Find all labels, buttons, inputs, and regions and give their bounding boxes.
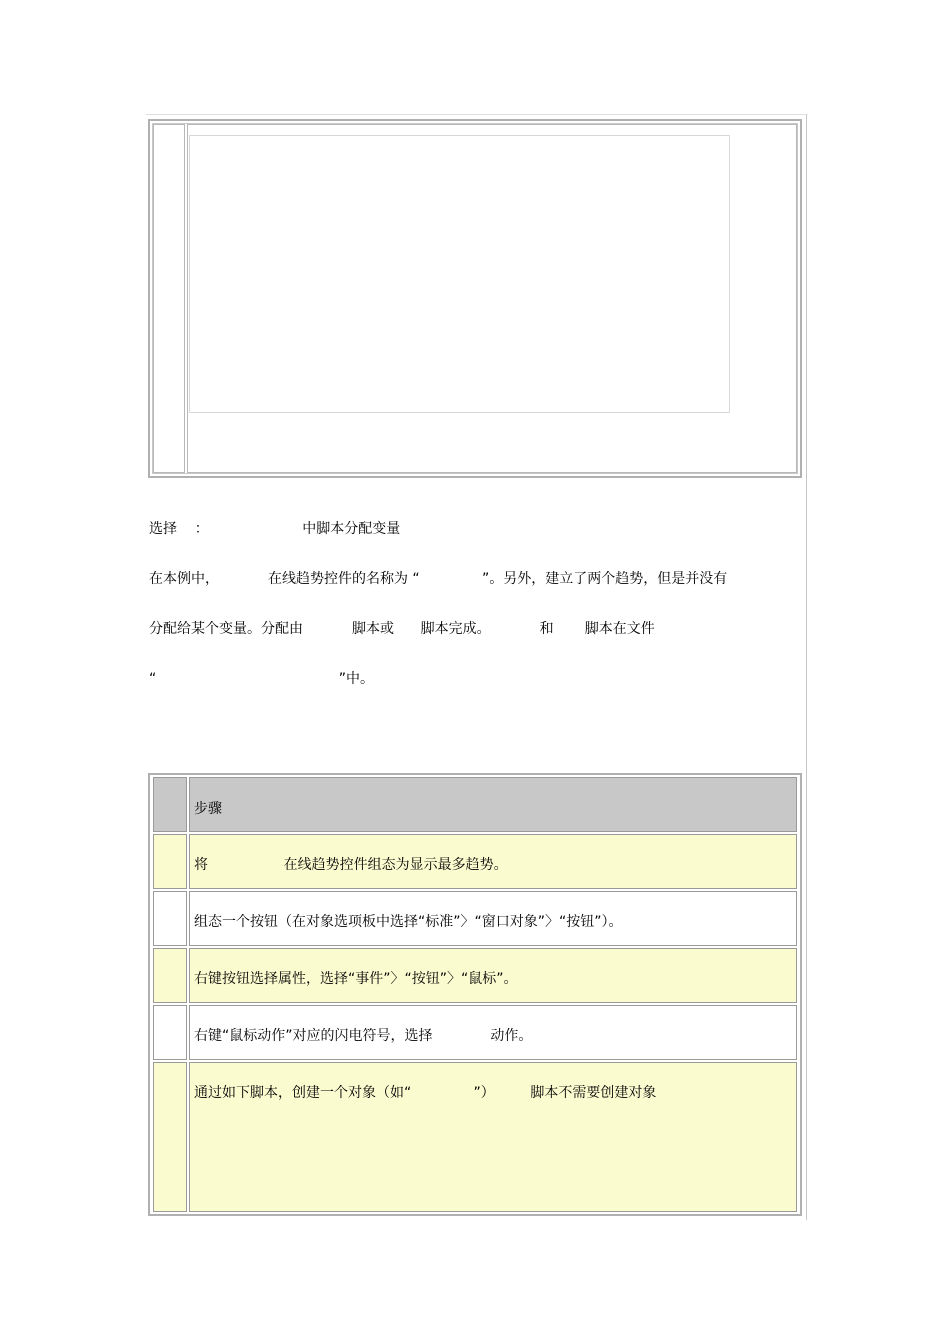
step-number-header [153, 777, 187, 832]
table-row [152, 1005, 798, 1060]
step-text-cell [189, 1062, 797, 1212]
paragraph-line-2: 分配给某个变量。分配由 脚本或 脚本完成。 和 脚本在文件 [149, 621, 655, 637]
figure-table [148, 119, 802, 478]
table-row [152, 1062, 798, 1212]
paragraph-line-3: “ ”中。 [149, 671, 374, 687]
step-number-cell [153, 891, 187, 946]
step-text-cell [189, 1005, 797, 1060]
step-text: 通过如下脚本，创建一个对象（如“ ”） 脚本不需要创建对象 [194, 1085, 657, 1101]
steps-header-label: 步骤 [194, 801, 222, 817]
table-row [152, 948, 798, 1003]
figure-number-cell [153, 124, 185, 473]
page-right-rule [806, 115, 807, 1220]
steps-header-row [152, 777, 798, 832]
step-number-cell [153, 834, 187, 889]
step-number-cell [153, 948, 187, 1003]
step-text-cell [189, 834, 797, 889]
step-text-header [189, 777, 797, 832]
page-top-rule [146, 114, 808, 115]
step-text: 组态一个按钮（在对象选项板中选择“标准”〉“窗口对象”〉“按钮”）。 [194, 914, 623, 930]
step-number-cell [153, 1005, 187, 1060]
step-text-cell [189, 891, 797, 946]
paragraph-line-1: 在本例中， 在线趋势控件的名称为 “ ”。另外，建立了两个趋势，但是并没有 [149, 571, 728, 587]
figure-image-placeholder [189, 135, 730, 413]
step-text: 将 在线趋势控件组态为显示最多趋势。 [194, 857, 508, 873]
step-number-cell [153, 1062, 187, 1212]
step-text-cell [189, 948, 797, 1003]
steps-table [148, 773, 802, 1216]
step-text: 右键按钮选择属性，选择“事件”〉“按钮”〉“鼠标”。 [194, 971, 518, 987]
table-row [152, 834, 798, 889]
step-text: 右键“鼠标动作”对应的闪电符号，选择 动作。 [194, 1028, 533, 1044]
section-heading: 选择 ： 中脚本分配变量 [149, 521, 401, 537]
table-row [152, 891, 798, 946]
